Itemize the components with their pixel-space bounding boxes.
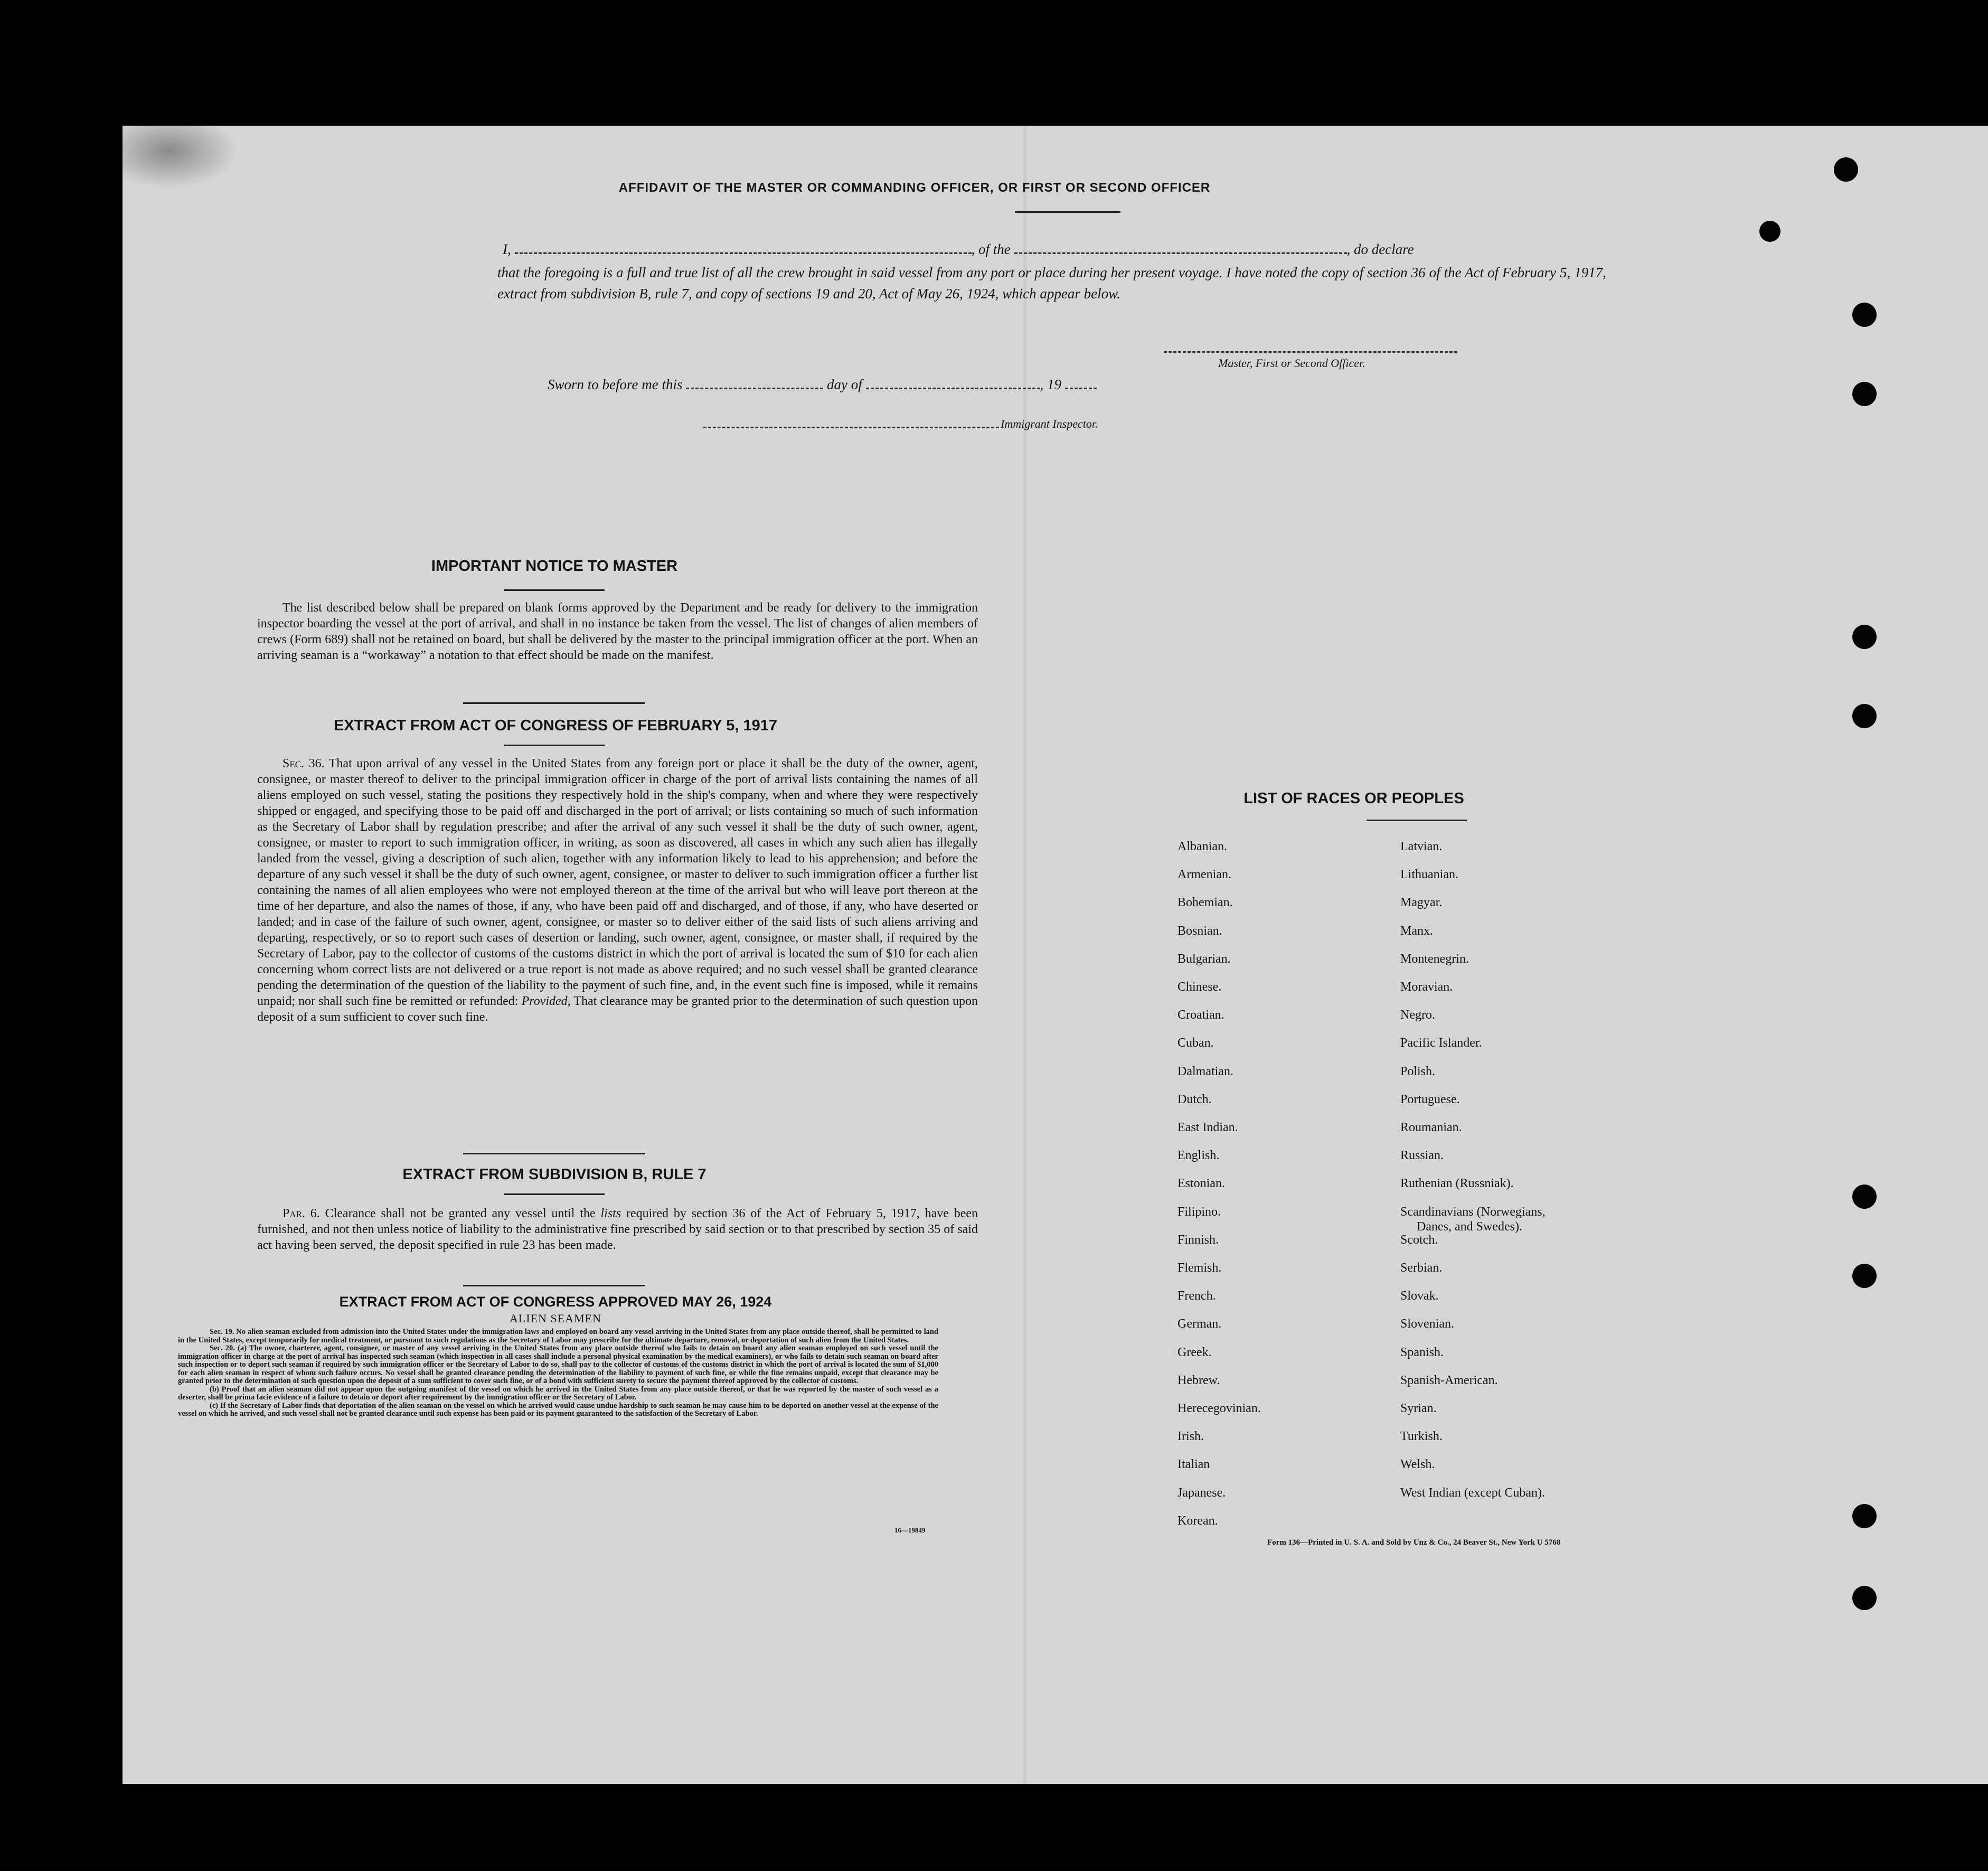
race-item: Armenian. — [1177, 868, 1231, 882]
signature-line[interactable] — [1164, 351, 1457, 353]
race-item: Polish. — [1400, 1064, 1436, 1078]
race-item: Dutch. — [1177, 1092, 1212, 1106]
race-item: Spanish-American. — [1400, 1373, 1498, 1387]
signature-caption: Master, First or Second Officer. — [1218, 356, 1365, 370]
proviso-body: That clearance may be granted prior to the determination of such question upon deposit of a sum sufficient to cover such fine. — [257, 994, 978, 1024]
rule-7-end-rule — [463, 1285, 645, 1286]
punch-hole — [1834, 157, 1858, 182]
notice-rule — [504, 589, 605, 591]
race-item: Ruthenian (Russniak). — [1400, 1177, 1514, 1191]
notice-end-rule — [463, 702, 645, 704]
punch-hole — [1852, 1184, 1877, 1209]
sec-36-end-rule — [463, 1153, 645, 1154]
race-item: Portuguese. — [1400, 1092, 1460, 1106]
sec-20c-text: (c) If the Secretary of Labor finds that deportation of the alien seaman on the vessel on which he arrived would cause undue hardship to such seaman he may cause him to be deported on another vessel at the expense of the vessel on which he arrived, and such vessel shall not be granted clearance until such expense has been paid or its payment guaranteed to the satisfaction of the Secretary of Labor. — [178, 1401, 938, 1418]
race-item: Magyar. — [1400, 896, 1443, 910]
title-rule — [1015, 211, 1120, 213]
rule-7-title: EXTRACT FROM SUBDIVISION B, RULE 7 — [402, 1166, 706, 1183]
punch-hole — [1852, 382, 1877, 406]
race-item: Hebrew. — [1177, 1373, 1220, 1387]
affidavit-first-line — [503, 240, 1606, 258]
par-6-body-a: Clearance shall not be granted any vessel until the — [325, 1207, 596, 1220]
of-the-label: , of the — [971, 241, 1011, 257]
rule-7-rule — [504, 1193, 605, 1195]
document-sheet — [123, 126, 1988, 1784]
ink-smudge — [123, 126, 239, 189]
affidavit-i-label: I, — [503, 241, 511, 257]
sworn-day-field[interactable] — [686, 375, 823, 389]
race-item: East Indian. — [1177, 1121, 1238, 1134]
act-1924-text — [178, 1328, 938, 1418]
lists-word: lists — [600, 1207, 621, 1220]
sworn-line — [548, 375, 1097, 393]
race-item: Bulgarian. — [1177, 952, 1231, 966]
master-name-field[interactable] — [515, 240, 972, 254]
sec-36-paragraph — [257, 756, 978, 1025]
punch-hole — [1852, 1586, 1877, 1610]
inspector-signature-line[interactable] — [703, 427, 999, 428]
sworn-label: Sworn to before me this — [548, 377, 683, 392]
form-footer: Form 136—Printed in U. S. A. and Sold by Unz & Co., 24 Beaver St., New York U 5768 — [1267, 1538, 1561, 1547]
race-item: Serbian. — [1400, 1261, 1443, 1275]
printer-mark: 16—19849 — [894, 1526, 926, 1534]
sworn-year-field[interactable] — [1065, 375, 1097, 389]
punch-hole — [1852, 303, 1877, 327]
race-item: Turkish. — [1400, 1430, 1443, 1444]
race-item: Latvian. — [1400, 840, 1443, 853]
sec-20b-text: (b) Proof that an alien seaman did not appear upon the outgoing manifest of the vessel on which he arrived in the United States from any place outside thereof, or that he was reported by the master of such vessel as a deserter, shall be prima facie evidence of a failure to detain or deport after requirement by the immigration officer or the Secretary of Labor. — [178, 1385, 938, 1402]
race-item: Roumanian. — [1400, 1121, 1462, 1134]
races-rule — [1367, 820, 1467, 821]
race-item: Filipino. — [1177, 1205, 1221, 1219]
race-item: Flemish. — [1177, 1261, 1222, 1275]
race-item: French. — [1177, 1289, 1216, 1303]
sec-20a-text: Sec. 20. (a) The owner, charterer, agent, consignee, or master of any vessel arriving in the United States from any place outside thereof who fails to detain on board any alien seaman employed on such vessel until the immigration officer in charge at the port of arrival has inspected such seaman (which inspection in all cases shall include a personal physical examination by the medical examiners), or who fails to detain such seaman on board after such inspection or to deport such seaman if required by such immigration officer or the Secretary of Labor to do so, shall pay to the collector of customs of the customs district in which the port of arrival is located the sum of $1,000 for each alien seaman in respect of whom such failure occurs. No vessel shall be granted clearance pending the determination of the liability to payment of such fine, or while the fine remains unpaid, except that clearance may be granted prior to the determination of such question upon the deposit of a sum sufficient to cover such fine, or of a bond with sufficient surety to secure the payment thereof approved by the collector of customs. — [178, 1344, 938, 1385]
race-item: Welsh. — [1400, 1458, 1435, 1472]
race-item: Montenegrin. — [1400, 952, 1469, 966]
par-6-body-b: required by section 36 of the Act of February 5, 1917, have been furnished, and not then unless notice of liability to the administrative fine prescribed by said section or to that prescribed by section 35 of said act having been served, the deposit specified in rule 23 has been made. — [257, 1207, 978, 1252]
extract-1917-rule — [504, 745, 605, 746]
sec-36-body: That upon arrival of any vessel in the United States from any foreign port or place it shall be the duty of the owner, agent, consignee, or master thereof to deliver to the principal immigration officer in charge of the port of arrival lists containing the names of all aliens employed on such vessel, stating the positions they respectively hold in the ship's company, when and where they were respectively shipped or engaged, and specifying those to be paid off and discharged in the port of arrival; or lists containing so much of such information as the Secretary of Labor shall by regulation prescribe; and after the arrival of any such vessel it shall be the duty of such owner, agent, consignee, or master to report to such immigration officer, in writing, as soon as discovered, all cases in which any such alien has illegally landed from the vessel, giving a description of such alien, together with any information likely to lead to his apprehension; and before the departure of any such vessel it shall be the duty of such owner, agent, consignee, or master to deliver to such immigration officer a further list containing the names of all alien employees who were not employed thereon at the time of the arrival but who will leave port thereon at the time of her departure, and also the names of those, if any, who have been paid off and discharged, and of those, if any, who have deserted or landed; and in case of the failure of such owner, agent, consignee, or master so to deliver either of the said lists of such aliens arriving and departing, respectively, or so to report such cases of desertion or landing, such owner, agent, consignee, or master shall, if required by the Secretary of Labor, pay to the collector of customs of the customs district in which the port of arrival is located the sum of $10 for each alien concerning whom correct lists are not delivered or a true report is not made as above required; and no such vessel shall be granted clearance pending the determination of the question of the liability to the payment of such fine, and, in the event such fine is imposed, while it remains unpaid; nor shall such fine be remitted or refunded: — [257, 757, 978, 1008]
punch-hole — [1852, 625, 1877, 649]
act-1924-title: EXTRACT FROM ACT OF CONGRESS APPROVED MAY 26, 1924 — [339, 1294, 772, 1310]
affidavit-title: AFFIDAVIT OF THE MASTER OR COMMANDING OFFICER, OR FIRST OR SECOND OFFICER — [618, 181, 1211, 195]
do-declare-label: , do declare — [1346, 241, 1414, 257]
page-fold — [1023, 126, 1026, 1784]
race-item: English. — [1177, 1149, 1220, 1163]
sworn-month-field[interactable] — [866, 375, 1040, 389]
par-6-paragraph — [257, 1206, 978, 1253]
race-item: Dalmatian. — [1177, 1064, 1233, 1078]
race-item: Scandinavians (Norwegians, — [1400, 1205, 1546, 1219]
inspector-caption: Immigrant Inspector. — [1001, 417, 1098, 430]
affidavit-body: that the foregoing is a full and true list of all the crew brought in said vessel from any port or place during her present voyage. I have noted the copy of section 36 of the Act of February 5, 1917, extract from subdivision B, rule 7, and copy of sections 19 and 20, Act of May 26, 1924, which appear below. — [497, 265, 1606, 302]
race-item: Syrian. — [1400, 1402, 1437, 1415]
par-6-label: Par. 6. — [282, 1207, 320, 1220]
race-item: Lithuanian. — [1400, 868, 1458, 882]
notice-title: IMPORTANT NOTICE TO MASTER — [431, 558, 678, 575]
race-item: Slovenian. — [1400, 1317, 1454, 1331]
race-item: Danes, and Swedes). — [1417, 1219, 1522, 1234]
race-item: Scotch. — [1400, 1233, 1438, 1247]
vessel-name-field[interactable] — [1014, 240, 1347, 254]
extract-1917-title: EXTRACT FROM ACT OF CONGRESS OF FEBRUARY 5, 1917 — [333, 717, 778, 734]
race-item: Japanese. — [1177, 1485, 1226, 1500]
race-item: Moravian. — [1400, 980, 1453, 994]
race-item: Bohemian. — [1177, 896, 1233, 910]
sec-36-label: Sec. 36. — [282, 757, 325, 770]
punch-hole — [1852, 704, 1877, 728]
punch-hole — [1852, 1504, 1877, 1528]
race-item: Finnish. — [1177, 1233, 1219, 1247]
race-item: Croatian. — [1177, 1008, 1224, 1022]
race-item: Russian. — [1400, 1149, 1444, 1163]
race-item: Estonian. — [1177, 1177, 1225, 1191]
race-item: Cuban. — [1177, 1036, 1214, 1050]
race-item: Chinese. — [1177, 980, 1222, 994]
race-item: Manx. — [1400, 924, 1433, 938]
race-item: Pacific Islander. — [1400, 1036, 1482, 1050]
race-item: Slovak. — [1400, 1289, 1439, 1303]
race-item: Negro. — [1400, 1008, 1435, 1022]
race-item: Irish. — [1177, 1430, 1204, 1444]
notice-body: The list described below shall be prepared on blank forms approved by the Department and be ready for delivery to the immigration inspector boarding the vessel at the port of arrival, and shall in no instance be taken from the vessel. The list of changes of alien members of crews (Form 689) shall not be retained on board, but shall be delivered by the master to the principal immigration officer at the port. When an arriving seaman is a “workaway” a notation to that effect should be made on the manifest. — [257, 601, 978, 662]
punch-hole — [1759, 221, 1780, 242]
race-item: Spanish. — [1400, 1345, 1444, 1359]
race-item: Greek. — [1177, 1345, 1212, 1359]
race-item: West Indian (except Cuban). — [1400, 1485, 1545, 1500]
act-1924-subtitle: ALIEN SEAMEN — [510, 1312, 601, 1325]
race-item: Korean. — [1177, 1513, 1218, 1528]
day-of-label: day of — [827, 377, 862, 392]
sec-19-text: Sec. 19. No alien seaman excluded from admission into the United States under the immigration laws and employed on board any vessel arriving in the United States from any place outside thereof, shall be permitted to land in the United States, except temporarily for medical treatment, or pursuant to such regulations as the Secretary of Labor may prescribe for the ultimate departure, removal, or deportation of such alien from the United States. — [178, 1328, 938, 1345]
year-label: , 19 — [1040, 377, 1061, 392]
proviso-label: Provided, — [521, 994, 571, 1008]
race-item: Herecegovinian. — [1177, 1402, 1261, 1415]
race-item: Bosnian. — [1177, 924, 1222, 938]
race-item: Italian — [1177, 1458, 1210, 1472]
race-item: German. — [1177, 1317, 1222, 1331]
races-title: LIST OF RACES OR PEOPLES — [1243, 790, 1464, 807]
race-item: Albanian. — [1177, 840, 1227, 853]
punch-hole — [1852, 1264, 1877, 1288]
